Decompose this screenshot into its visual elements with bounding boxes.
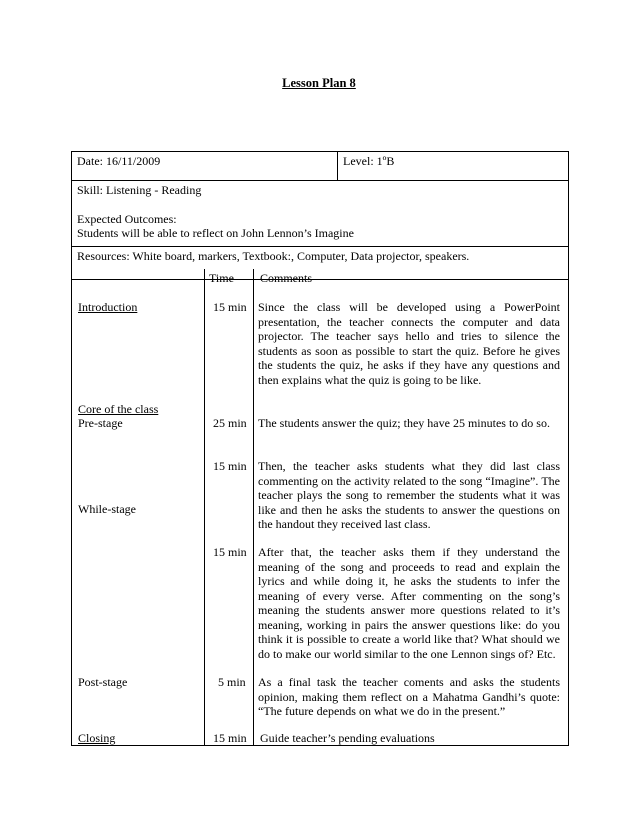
resources-cell: Resources: White board, markers, Textbook:, Computer, Data projector, speakers. <box>77 249 470 263</box>
lesson-stages-table <box>71 269 569 746</box>
time-while-1: 15 min <box>213 459 247 473</box>
comment-while-1: Then, the teacher asks students what they did last class commenting on the activity related to the song “Imagine”. The teacher plays the song to remember the students what it was like and then he asks the students to answer the questions on the handout they received last class. <box>258 459 560 531</box>
comment-pre: The students answer the quiz; they have 25 minutes to do so. <box>258 416 550 430</box>
time-introduction: 15 min <box>213 300 247 314</box>
date-level-row <box>72 152 568 181</box>
skills-cell <box>72 181 568 247</box>
time-post: 5 min <box>218 675 246 689</box>
comment-introduction: Since the class will be developed using a PowerPoint presentation, the teacher connects the computer and data projector. The teacher says hello and tries to silence the students as soon as possible to start the quiz. Before he gives the students the quiz, he asks if they have any questions and then explains what the quiz is going to be like. <box>258 300 560 387</box>
time-header: Time <box>209 271 234 285</box>
column-divider-time <box>204 269 205 745</box>
time-while-2: 15 min <box>213 545 247 559</box>
expected-outcomes-label: Expected Outcomes: <box>77 211 177 226</box>
stage-pre: Pre-stage <box>78 416 123 430</box>
comments-header: Comments <box>260 271 313 285</box>
skill-text: Skill: Listening - Reading <box>77 183 202 197</box>
stage-closing: Closing <box>78 731 116 745</box>
comment-post: As a final task the teacher coments and asks the students opinion, making them reflect on a Mahatma Gandhi’s quote: “The future depends on what we do in the present.” <box>258 675 560 718</box>
core-of-class-heading: Core of the class <box>78 402 159 416</box>
comment-while-2: After that, the teacher asks them if they understand the meaning of the song and proceeds to read and explain the lyrics and while doing it, he asks the students to infer the meaning of every verse. After commenting on the song’s meaning the students answer more questions related to it’s meaning, working in pairs the answer questions like: do you think it is possible to create a world like that? What should we do to make our world similar to the one Lennon sings of? Etc. <box>258 545 560 661</box>
stage-post: Post-stage <box>78 675 128 689</box>
comment-closing: Guide teacher’s pending evaluations <box>260 731 435 745</box>
level-cell: Level: 1ºB <box>343 154 395 168</box>
expected-outcomes-text: Students will be able to reflect on John Lennon’s Imagine <box>77 226 354 240</box>
page-title: Lesson Plan 8 <box>282 76 356 90</box>
time-closing: 15 min <box>213 731 247 745</box>
time-pre: 25 min <box>213 416 247 430</box>
lesson-header-table <box>71 151 569 280</box>
column-divider-comments <box>253 269 254 745</box>
date-cell: Date: 16/11/2009 <box>72 152 338 180</box>
stage-introduction: Introduction <box>78 300 138 314</box>
stage-while: While-stage <box>78 502 136 516</box>
